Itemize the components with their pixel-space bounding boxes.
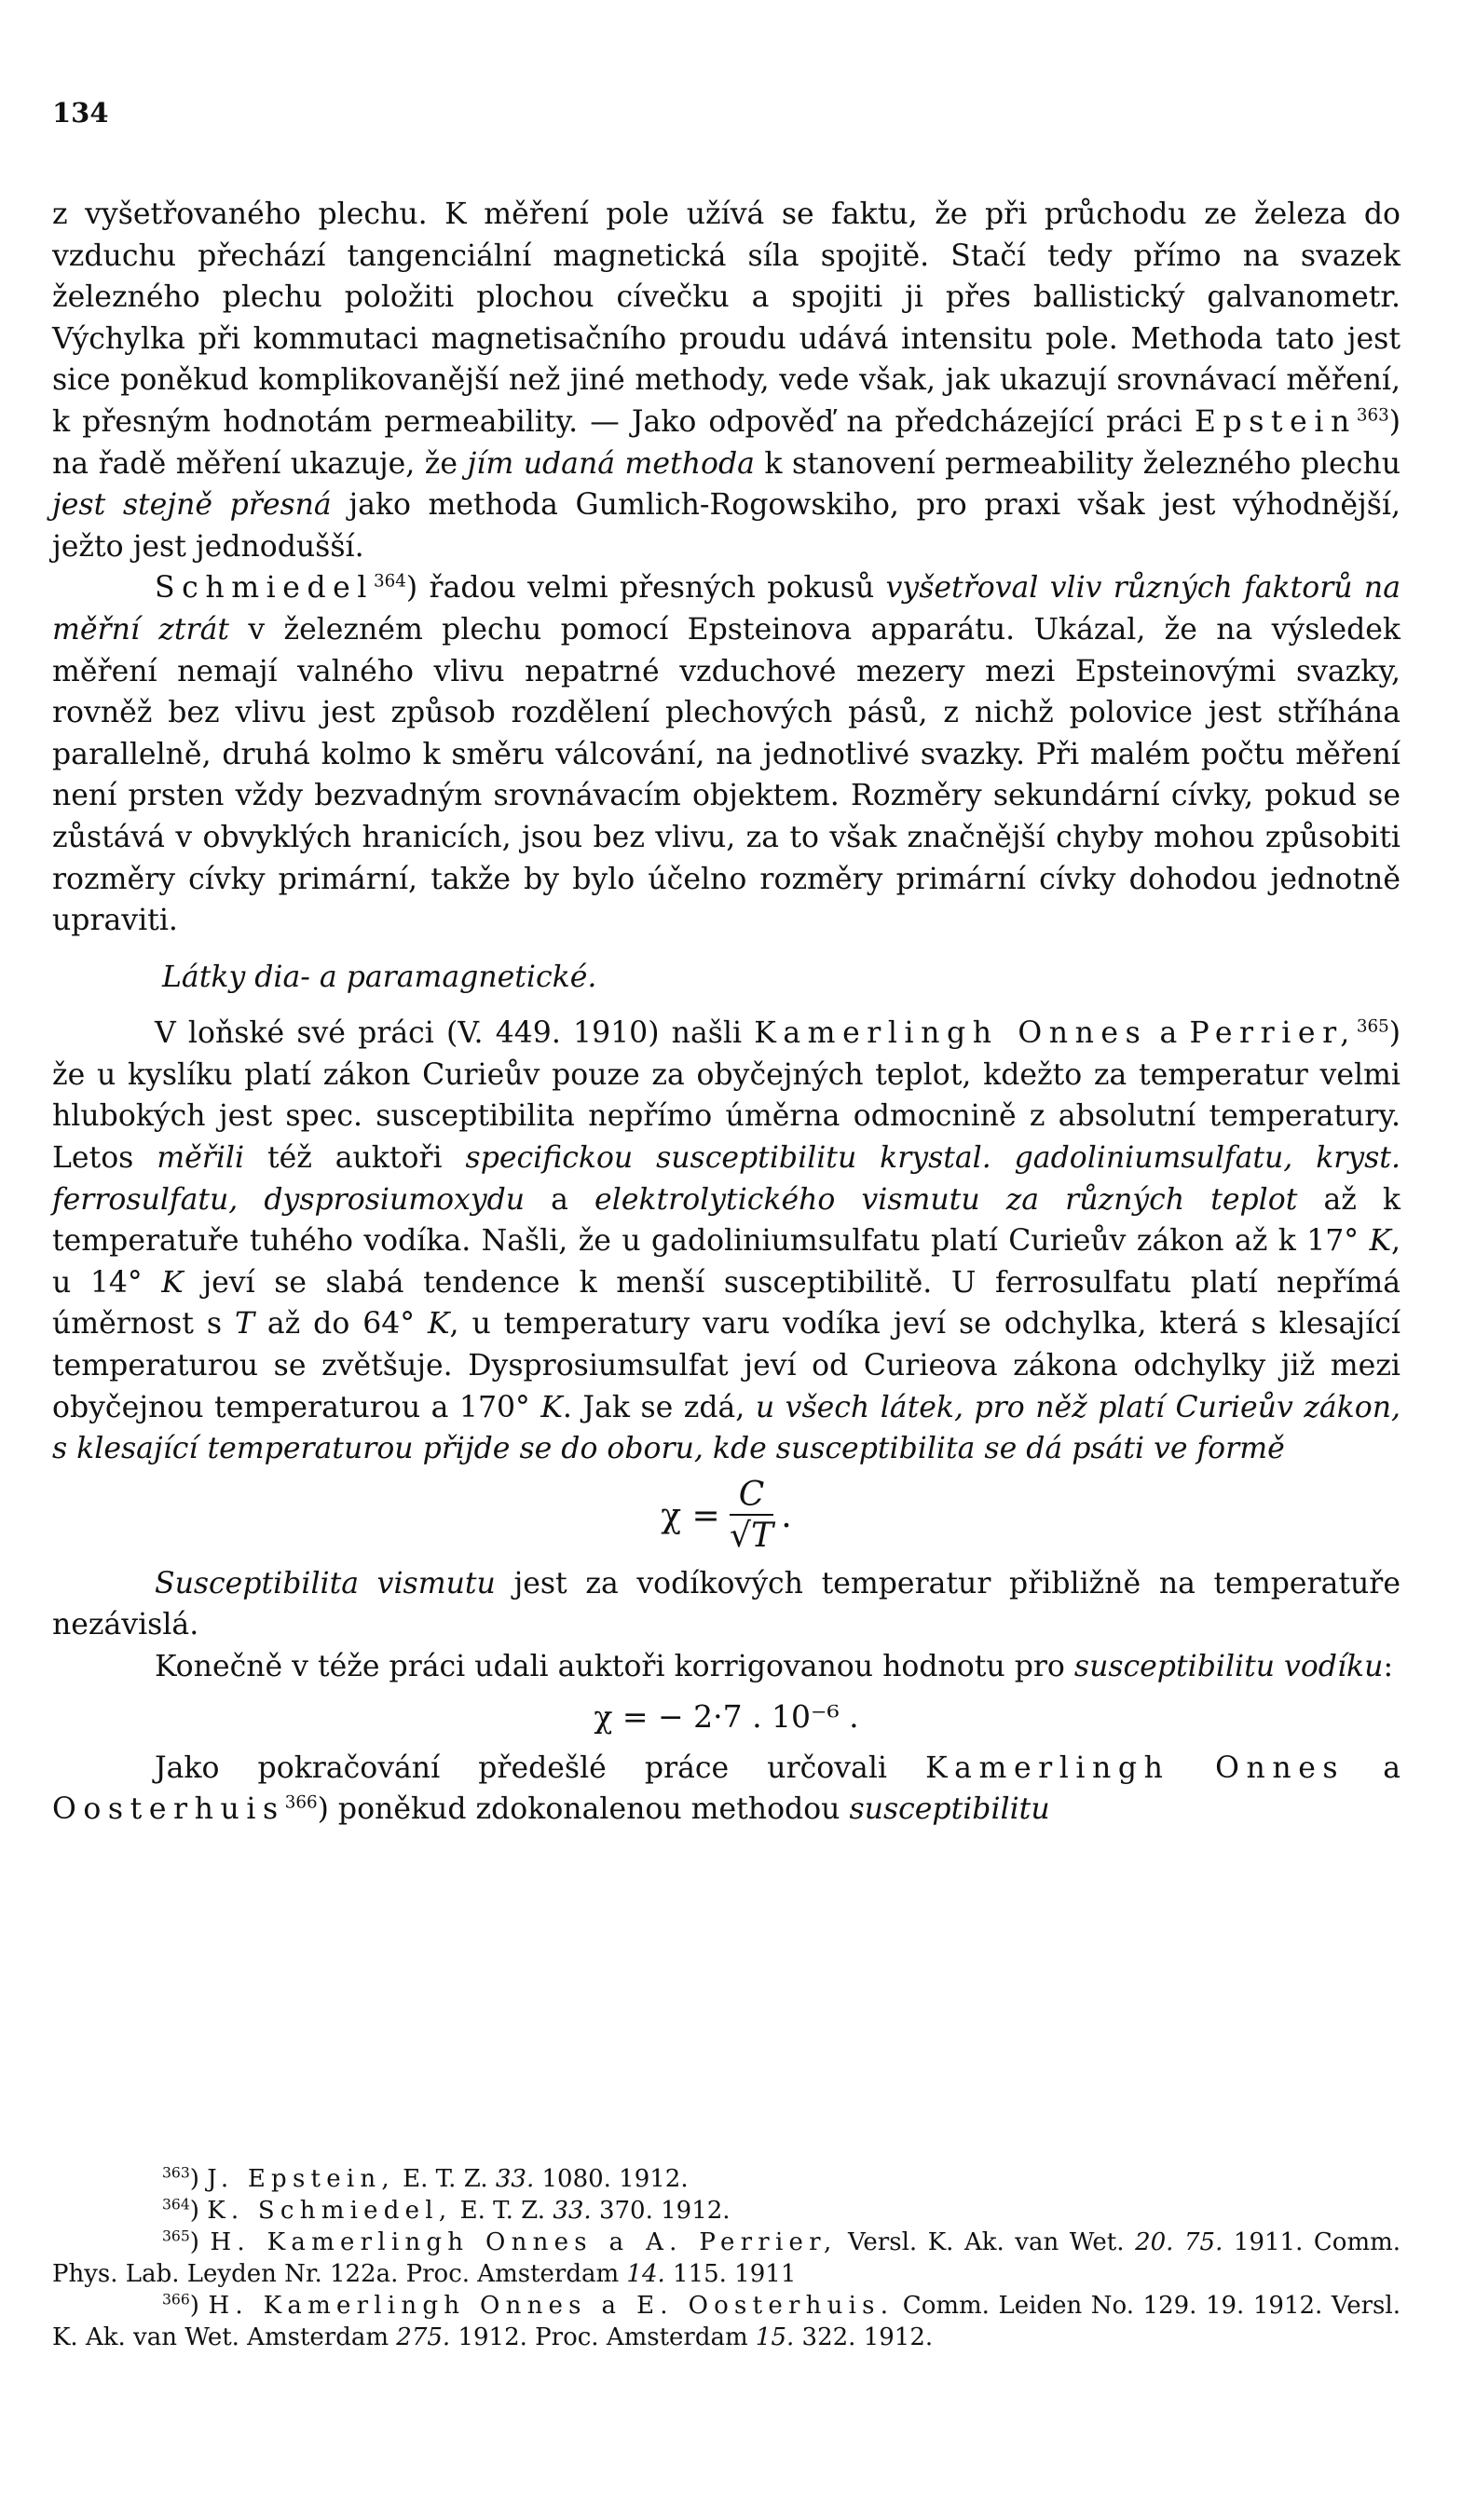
paragraph-oosterhuis: Jako pokračování předešlé práce určovali Kamerlingh Onnes a Oosterhuis$^{366}$) poněkud zdokonalenou methodou susceptibilitu bbox=[52, 1750, 1401, 1827]
author-kamerlingh-onnes: Kamerlingh Onnes bbox=[754, 1016, 1148, 1051]
footnote-ref-365[interactable]: 365 bbox=[1356, 1016, 1389, 1037]
paragraph-vodik: Konečně v téže práci udali auktoři korrigovanou hodnotu pro susceptibilitu vodíku: bbox=[155, 1650, 1394, 1683]
paragraph-schmiedel: Schmiedel$^{364}$) řadou velmi přesných pokusů vyšetřoval vliv různých faktorů na měřní ztrát v železném plechu pomocí Epsteinova apparátu. Ukázal, že na výsledek měření nemají valného vlivu nepatrné vzduchové mezery mezi Epsteinovými svazky, rovněž bez vlivu jest způsob rozdělení plechových pásů, z nichž polovice jest stříhána parallelně, druhá kolmo k směru válcování, na jednotlivé svazky. Při malém počtu měření není prsten vždy bezvadným srovnávacím objektem. Rozměry sekundární cívky, pokud se zůstává v obvyklých hranicích, jsou bez vlivu, za to však značnější chyby mohou způsobiti rozměry cívky primární, takže by bylo účelno rozměry primární cívky dohodou jednotně upraviti. bbox=[52, 571, 1401, 938]
paragraph-kamerlingh: V loňské své práci (V. 449. 1910) našli Kamerlingh Onnes a Perrier,$^{365}$) že u kyslíku platí zákon Curieův pouze za obyčejných teplot, kdežto za temperatur velmi hlubokých jest spec. susceptibilita nepřímo úměrna odmocnině z absolutní temperatury. Letos měřili též auktoři specifickou susceptibilitu krystal. gadoliniumsulfatu, kryst. ferrosulfatu, dysprosiumoxydu a elektrolytického vismutu za různých teplot až k temperatuře tuhého vodíka. Našli, že u gadoliniumsulfatu platí Curieův zákon až k 17° K, u 14° K jeví se slabá tendence k menší susceptibilitě. U ferrosulfatu platí nepřímá úměrnost s T až do 64° K, u temperatury varu vodíka jeví se odchylka, která s klesající temperaturou se zvětšuje. Dysprosiumsulfat jeví od Curieova zákona odchylky již mezi obyčejnou temperaturou a 170° K. Jak se zdá, u všech látek, pro něž platí Curieův zákon, s klesající temperaturou přijde se do oboru, kde susceptibilita se dá psáti ve formě bbox=[52, 1016, 1401, 1466]
footnote-ref-366[interactable]: 366 bbox=[284, 1792, 318, 1813]
author-schmiedel: Schmiedel bbox=[155, 571, 375, 606]
footnotes bbox=[52, 2163, 1401, 2353]
footnote-365: $^{365}$) H. Kamerlingh Onnes a A. Perrier, Versl. K. Ak. van Wet. 20. 75. 1911. Comm. Phys. Lab. Leyden Nr. 122a. Proc. Amsterdam 14. 115. 1911 bbox=[52, 2227, 1401, 2288]
author-kamerlingh-onnes-2: Kamerlingh Onnes bbox=[925, 1750, 1346, 1785]
author-oosterhuis: Oosterhuis bbox=[52, 1792, 285, 1827]
author-epstein: Epstein bbox=[1194, 404, 1357, 439]
footnote-364: $^{364}$) K. Schmiedel, E. T. Z. 33. 370. 1912. bbox=[162, 2196, 731, 2225]
footnote-ref-364[interactable]: 364 bbox=[374, 571, 406, 592]
fraction: $\frac{C}{√T}$ bbox=[730, 1475, 773, 1555]
footnote-366: $^{366}$) H. Kamerlingh Onnes a E. Oosterhuis. Comm. Leiden No. 129. 19. 1912. Versl. K. Ak. van Wet. Amsterdam 275. 1912. Proc. Amsterdam 15. 322. 1912. bbox=[52, 2291, 1401, 2351]
formula-susceptibility: χ = $\frac{C}{√T}$ . bbox=[661, 1475, 792, 1555]
author-perrier: Perrier, bbox=[1189, 1016, 1357, 1051]
formula-hydrogen: χ = − 2·7 . 10⁻⁶ . bbox=[594, 1698, 859, 1736]
section-heading: Látky dia- a paramagnetické. bbox=[162, 960, 597, 994]
footnote-363: $^{363}$) J. Epstein, E. T. Z. 33. 1080. 1912. bbox=[162, 2164, 689, 2193]
page-number: 134 bbox=[52, 97, 109, 129]
paragraph-epstein: z vyšetřovaného plechu. K měření pole užívá se faktu, že při průchodu ze železa do vzduchu přechází tangenciální magnetická síla spojitě. Stačí tedy přímo na svazek železného plechu položiti plochou cívečku a spojiti ji přes ballistický galvanometr. Výchylka při kommutaci magnetisačního proudu udává intensitu pole. Methoda tato jest sice poněkud komplikovanější než jiné methody, vede však, jak ukazují srovnávací měření, k přesným hodnotám permeability. — Jako odpověď na předcházející práci Epstein$^{363}$) na řadě měření ukazuje, že jím udaná methoda k stanovení permeability železného plechu jest stejně přesná jako methoda Gumlich-Rogowskiho, pro praxi však jest výhodnější, ježto jest jednodušší. bbox=[52, 198, 1401, 564]
paragraph-vismut: Susceptibilita vismutu jest za vodíkových temperatur přibližně na temperatuře nezávislá. bbox=[52, 1566, 1401, 1642]
main-text bbox=[52, 194, 1401, 1831]
footnote-ref-363[interactable]: 363 bbox=[1356, 405, 1389, 426]
